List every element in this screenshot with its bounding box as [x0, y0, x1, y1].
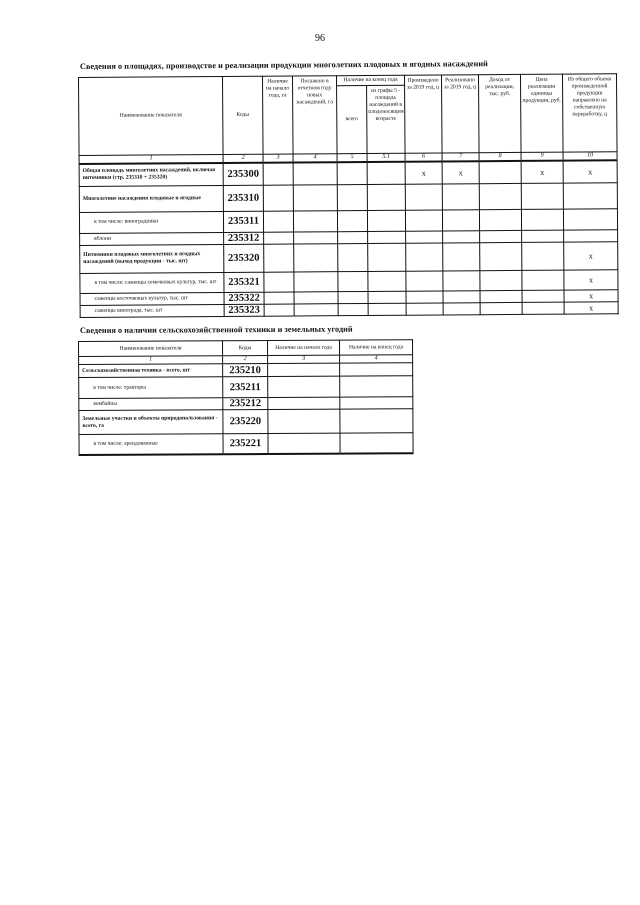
column-number: 2	[223, 154, 263, 163]
header-sold: Реализовано за 2019 год, ц	[442, 75, 480, 153]
header-end-year: Наличие на конец года	[336, 75, 404, 85]
cell-income[interactable]	[479, 161, 521, 183]
header-name: Наименование показателя	[79, 76, 224, 155]
row-name: саженцы винограда, тыс. шт	[80, 304, 224, 317]
cell-processing: x	[564, 301, 618, 313]
column-number: 6	[405, 153, 442, 162]
column-number: 1	[79, 356, 223, 365]
column-number: 8	[479, 152, 521, 161]
cell-sold: x	[442, 161, 479, 183]
cell-total[interactable]	[337, 162, 367, 184]
row-code: 235311	[223, 211, 263, 232]
row-name: в том числе: саженцы семечковых культур, тыс. шт	[80, 272, 224, 293]
header-price: Цена реализации единицы продукции, руб.	[521, 74, 564, 152]
cell-processing: x	[564, 269, 618, 289]
column-number: 3	[268, 355, 340, 363]
row-code: 235211	[223, 377, 268, 398]
row-code: 235220	[223, 410, 268, 434]
section-title-plantations: Сведения о площадях, производстве и реализации продукции многолетних плодовых и ягодных насаждений	[80, 59, 488, 71]
column-number: 10	[563, 152, 617, 161]
column-number: 3	[263, 154, 293, 163]
column-number: 2	[223, 356, 268, 364]
header-start-year: Наличие на начало года	[268, 340, 340, 355]
column-number: 9	[521, 152, 563, 161]
cell-fruit-bearing[interactable]	[367, 162, 405, 184]
row-name: комбайны	[79, 398, 223, 411]
page-number: 96	[315, 33, 325, 44]
table-row	[80, 301, 618, 317]
row-name: в том числе: виноградники	[79, 211, 223, 233]
machinery-table	[78, 339, 414, 455]
table-row	[79, 376, 413, 399]
header-income: Доход от реализации, тыс. руб.	[479, 74, 522, 152]
column-number: 1	[79, 154, 223, 164]
table-row	[79, 433, 413, 455]
column-number: 4	[340, 355, 413, 363]
column-number: 4	[293, 154, 337, 163]
cell-processing: x	[564, 289, 618, 301]
table-row	[79, 409, 413, 435]
header-planted: Посажено в отчетном году новых насаждений, га	[292, 76, 337, 154]
header-codes: Коды	[223, 341, 268, 356]
row-code: 235322	[224, 292, 264, 304]
section-title-machinery: Сведения о наличии сельскохозяйственной техники и земельных угодий	[80, 324, 353, 335]
row-code: 235212	[223, 398, 268, 410]
plantations-table	[78, 73, 619, 317]
header-total: всего	[337, 85, 367, 153]
row-name: саженцы косточковых культур, тыс. шт	[80, 292, 224, 305]
cell-planted[interactable]	[293, 162, 337, 184]
header-name: Наименование показателя	[79, 341, 223, 357]
row-name: Питомники плодовых многолетних и ягодных насаждений (выход продукции - тыс. шт)	[80, 244, 224, 273]
row-code: 235310	[223, 185, 263, 211]
cell-price: x	[521, 161, 563, 183]
header-fruit-bearing: из графы 5 - площадь насаждений в плодоносящем возрасте	[367, 85, 405, 153]
header-end-year: Наличие на конец года	[339, 340, 412, 355]
row-code: 235312	[224, 232, 264, 244]
header-codes: Коды	[222, 76, 263, 154]
row-name: Сельскохозяйственная техника - всего, шт	[79, 364, 223, 378]
row-name: Многолетние насаждения плодовые и ягодные	[79, 185, 223, 212]
column-number: 7	[442, 153, 479, 162]
cell-processing: x	[564, 241, 618, 269]
row-name: в том числе: тракторы	[79, 377, 223, 399]
row-code: 235323	[224, 304, 264, 316]
row-code: 235210	[223, 364, 268, 377]
header-start-year: Наличие на начало года, га	[262, 76, 293, 154]
table-row	[80, 241, 618, 273]
cell-produced: x	[405, 161, 442, 183]
row-code: 235300	[223, 163, 263, 185]
row-code: 235221	[223, 434, 268, 454]
row-code: 235320	[224, 244, 264, 272]
row-name: Земельные участки и объекты природопользования - всего, га	[79, 410, 223, 435]
row-name: Общая площадь многолетних насаждений, включая питомники (стр. 235310 + 235320)	[79, 163, 223, 186]
cell-start-year[interactable]	[263, 163, 293, 185]
table-row	[79, 182, 617, 212]
column-number: 5.1	[367, 153, 405, 162]
column-number: 5	[337, 153, 367, 162]
row-code: 235321	[224, 272, 264, 292]
header-processing: Из общего объема произведенной продукции направлено на собственную переработку, ц	[563, 74, 618, 152]
cell-processing: x	[563, 160, 617, 182]
header-produced: Произведено за 2019 год, ц	[405, 75, 443, 153]
row-name: в том числе: арендованные	[79, 434, 223, 455]
row-name: яблони	[80, 232, 224, 245]
